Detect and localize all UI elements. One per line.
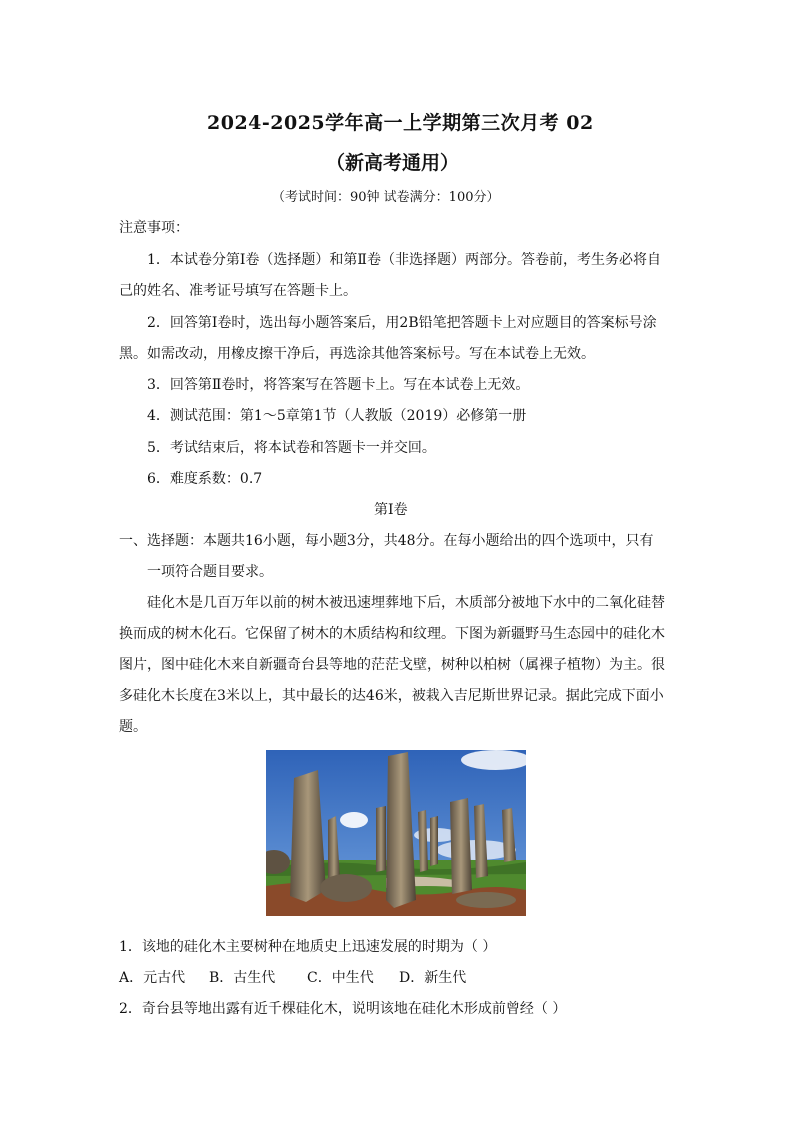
notice-item-2-line-1: 2．回答第Ⅰ卷时，选出每小题答案后，用2B铅笔把答题卡上对应题目的答案标号涂 bbox=[147, 315, 657, 331]
question-1-option-c: C．中生代 bbox=[307, 970, 374, 986]
section-title: 第Ⅰ卷 bbox=[374, 502, 408, 518]
page-title: 2024-2025学年高一上学期第三次月考 02 bbox=[207, 112, 594, 134]
notice-item-1-line-2: 己的姓名、准考证号填写在答题卡上。 bbox=[119, 283, 357, 299]
passage-line-1: 硅化木是几百万年以前的树木被迅速埋葬地下后，木质部分被地下水中的二氧化硅替 bbox=[147, 595, 665, 611]
exam-info: （考试时间：90钟 试卷满分：100分） bbox=[272, 190, 500, 205]
part-one-line-2: 一项符合题目要求。 bbox=[147, 564, 273, 580]
question-1-option-a: A．元古代 bbox=[119, 970, 186, 986]
page-subtitle: （新高考通用） bbox=[326, 152, 460, 174]
question-1-option-b: B．古生代 bbox=[209, 970, 276, 986]
passage-line-3: 图片，图中硅化木来自新疆奇台县等地的茫茫戈壁，树种以柏树（属裸子植物）为主。很 bbox=[119, 657, 665, 673]
passage-line-4: 多硅化木长度在3米以上，其中最长的达46米，被栽入吉尼斯世界记录。据此完成下面小 bbox=[119, 688, 664, 704]
passage-line-5: 题。 bbox=[119, 719, 147, 735]
question-2-stem: 2．奇台县等地出露有近千棵硅化木，说明该地在硅化木形成前曾经（ ） bbox=[119, 1001, 567, 1017]
question-1-stem: 1．该地的硅化木主要树种在地质史上迅速发展的时期为（ ） bbox=[119, 939, 497, 955]
notice-item-2-line-2: 黑。如需改动，用橡皮擦干净后，再选涂其他答案标号。写在本试卷上无效。 bbox=[119, 346, 595, 362]
question-1-option-d: D．新生代 bbox=[399, 970, 467, 986]
notice-item-6: 6．难度系数：0.7 bbox=[147, 471, 263, 487]
notice-item-3: 3．回答第Ⅱ卷时，将答案写在答题卡上。写在本试卷上无效。 bbox=[147, 377, 530, 393]
notice-item-5: 5．考试结束后，将本试卷和答题卡一并交回。 bbox=[147, 440, 436, 456]
notice-item-4: 4．测试范围：第1～5章第1节（人教版（2019）必修第一册 bbox=[147, 408, 527, 424]
passage-line-2: 换而成的树木化石。它保留了树木的木质结构和纹理。下图为新疆野马生态园中的硅化木 bbox=[119, 626, 665, 642]
part-one-line-1: 一、选择题：本题共16小题，每小题3分，共48分。在每小题给出的四个选项中，只有 bbox=[119, 533, 654, 549]
petrified-wood-photo bbox=[266, 750, 526, 916]
notice-item-1-line-1: 1．本试卷分第Ⅰ卷（选择题）和第Ⅱ卷（非选择题）两部分。答卷前，考生务必将自 bbox=[147, 252, 661, 268]
notice-heading: 注意事项： bbox=[119, 220, 189, 236]
